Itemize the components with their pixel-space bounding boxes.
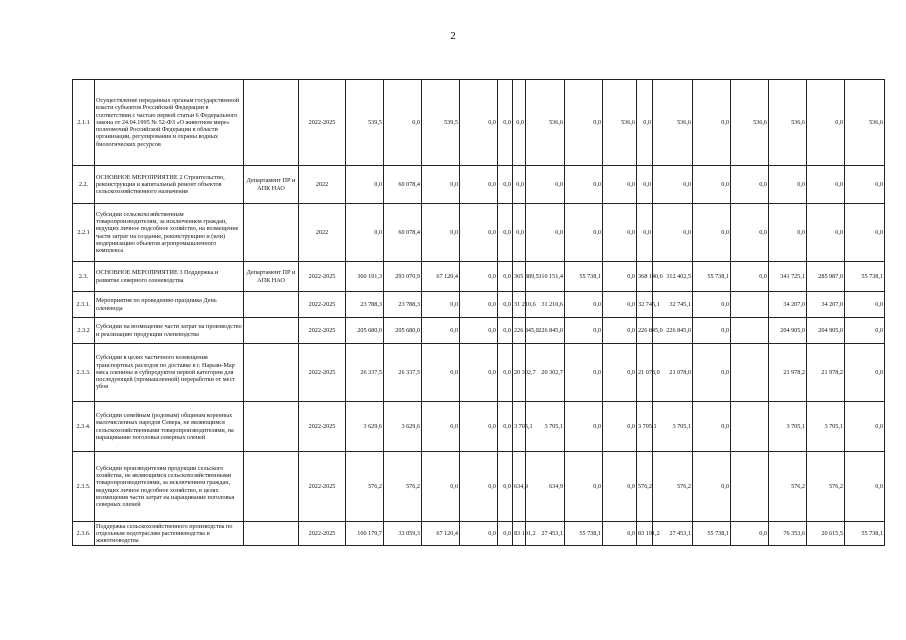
- value-cell: 226 845,0: [653, 318, 693, 344]
- value-cell: 0,0: [603, 318, 637, 344]
- value-cell: 3 705,1: [526, 402, 565, 452]
- value-cell: 31 210,6: [526, 292, 565, 318]
- row-name: Субсидии на возмещение части затрат на производство и реализацию продукции оленеводства: [95, 318, 244, 344]
- value-cell: 0,0: [498, 452, 513, 522]
- value-cell: 55 738,1: [693, 522, 731, 546]
- value-cell: 536,6: [653, 80, 693, 166]
- value-cell: 204 905,0: [769, 318, 807, 344]
- value-cell: 0,0: [460, 452, 498, 522]
- row-responsible: [244, 292, 299, 318]
- row-name: Субсидии в целях частичного возмещения транспортных расходов по доставке в г. Нарьян-Мар мяса оленины и субпродуктов первой категории для последующей (промышленной) переработки от мест убоя: [95, 344, 244, 402]
- row-name: Поддержка сельскохозяйственного производства по отдельным подотраслям растениеводства и животноводства: [95, 522, 244, 546]
- value-cell: 55 738,1: [845, 262, 885, 292]
- value-cell: 0,0: [422, 204, 460, 262]
- value-cell: [731, 344, 769, 402]
- value-cell: 634,9: [513, 452, 526, 522]
- value-cell: 55 738,1: [693, 262, 731, 292]
- value-cell: 536,6: [769, 80, 807, 166]
- value-cell: 0,0: [845, 292, 885, 318]
- value-cell: 0,0: [460, 318, 498, 344]
- value-cell: 0,0: [513, 204, 526, 262]
- value-cell: 55 738,1: [845, 522, 885, 546]
- value-cell: 21 978,2: [807, 344, 845, 402]
- value-cell: 0,0: [422, 402, 460, 452]
- value-cell: 0,0: [565, 166, 603, 204]
- value-cell: 226 845,0: [526, 318, 565, 344]
- value-cell: 0,0: [460, 80, 498, 166]
- row-name: Осуществление переданных органам государственной власти субъектов Российской Федерации в соответствии с частью первой статьи 6 Федерального закона от 24.04.1995 № 52-ФЗ «О животном мире» полномочий Российской Федерации в области организации, регулирования и охраны водных биологических ресурсов: [95, 80, 244, 166]
- row-code: 2.3.5.: [73, 452, 95, 522]
- value-cell: 55 738,1: [565, 262, 603, 292]
- value-cell: 0,0: [693, 344, 731, 402]
- value-cell: 0,0: [731, 166, 769, 204]
- value-cell: 83 191,2: [637, 522, 653, 546]
- table-row: [73, 522, 885, 546]
- value-cell: 3 705,1: [807, 402, 845, 452]
- value-cell: 536,6: [603, 80, 637, 166]
- value-cell: 0,0: [603, 166, 637, 204]
- value-cell: [731, 318, 769, 344]
- value-cell: 365 889,5: [513, 262, 526, 292]
- value-cell: 0,0: [845, 318, 885, 344]
- value-cell: 0,0: [460, 522, 498, 546]
- value-cell: 0,0: [807, 204, 845, 262]
- value-cell: 33 059,3: [384, 522, 422, 546]
- table-row: [73, 166, 885, 204]
- row-responsible: Департамент ПР и АПК НАО: [244, 166, 299, 204]
- value-cell: 0,0: [498, 318, 513, 344]
- row-name: Субсидии семейным (родовым) общинам коренных малочисленных народов Севера, не являющимся сельскохозяйственными товаропроизводителями, на наращивание поголовья северных оленей: [95, 402, 244, 452]
- value-cell: 0,0: [460, 402, 498, 452]
- value-cell: 0,0: [346, 166, 384, 204]
- value-cell: 205 680,0: [346, 318, 384, 344]
- value-cell: 205 680,0: [384, 318, 422, 344]
- value-cell: 576,2: [637, 452, 653, 522]
- row-period: 2022-2025: [299, 318, 346, 344]
- value-cell: 0,0: [513, 80, 526, 166]
- value-cell: 312 402,5: [653, 262, 693, 292]
- value-cell: 0,0: [498, 166, 513, 204]
- value-cell: 0,0: [693, 80, 731, 166]
- value-cell: 67 120,4: [422, 262, 460, 292]
- table-row: [73, 344, 885, 402]
- table-row: [73, 318, 885, 344]
- value-cell: 60 078,4: [384, 166, 422, 204]
- value-cell: 0,0: [526, 204, 565, 262]
- value-cell: 310 151,4: [526, 262, 565, 292]
- row-code: 2.3.4.: [73, 402, 95, 452]
- value-cell: 55 738,1: [565, 522, 603, 546]
- value-cell: 0,0: [565, 318, 603, 344]
- row-code: 2.1.1: [73, 80, 95, 166]
- value-cell: 3 705,1: [637, 402, 653, 452]
- value-cell: 0,0: [653, 204, 693, 262]
- value-cell: 576,2: [384, 452, 422, 522]
- value-cell: 0,0: [526, 166, 565, 204]
- value-cell: 3 705,1: [769, 402, 807, 452]
- value-cell: 3 629,6: [384, 402, 422, 452]
- value-cell: 0,0: [769, 204, 807, 262]
- value-cell: 0,0: [498, 262, 513, 292]
- value-cell: 0,0: [731, 522, 769, 546]
- value-cell: 341 725,1: [769, 262, 807, 292]
- value-cell: 226 845,0: [637, 318, 653, 344]
- value-cell: 100 179,7: [346, 522, 384, 546]
- value-cell: 32 745,1: [653, 292, 693, 318]
- value-cell: 0,0: [693, 452, 731, 522]
- value-cell: 293 070,9: [384, 262, 422, 292]
- table-row: [73, 452, 885, 522]
- row-code: 2.3.: [73, 262, 95, 292]
- value-cell: 0,0: [603, 402, 637, 452]
- row-code: 2.2.: [73, 166, 95, 204]
- value-cell: 576,2: [346, 452, 384, 522]
- value-cell: 3 705,1: [513, 402, 526, 452]
- value-cell: 536,6: [845, 80, 885, 166]
- value-cell: 0,0: [422, 292, 460, 318]
- value-cell: 0,0: [422, 318, 460, 344]
- value-cell: [731, 452, 769, 522]
- value-cell: 76 353,6: [769, 522, 807, 546]
- value-cell: 0,0: [498, 522, 513, 546]
- value-cell: 0,0: [845, 402, 885, 452]
- row-name: ОСНОВНОЕ МЕРОПРИЯТИЕ 3 Поддержка и развитие северного оленеводства: [95, 262, 244, 292]
- value-cell: 0,0: [460, 166, 498, 204]
- value-cell: 27 453,1: [526, 522, 565, 546]
- value-cell: 0,0: [603, 262, 637, 292]
- value-cell: 0,0: [637, 166, 653, 204]
- row-code: 2.3.3.: [73, 344, 95, 402]
- row-responsible: [244, 318, 299, 344]
- value-cell: 26 337,5: [384, 344, 422, 402]
- value-cell: 285 987,0: [807, 262, 845, 292]
- row-name: ОСНОВНОЕ МЕРОПРИЯТИЕ 2 Строительство, реконструкция и капитальный ремонт объектов сельскохозяйственного назначения: [95, 166, 244, 204]
- value-cell: [731, 292, 769, 318]
- value-cell: 27 453,1: [653, 522, 693, 546]
- row-code: 2.3.2: [73, 318, 95, 344]
- value-cell: 0,0: [769, 166, 807, 204]
- value-cell: 0,0: [565, 452, 603, 522]
- row-period: 2022-2025: [299, 262, 346, 292]
- row-name: Субсидии производителям продукции сельского хозяйства, не являющимся сельскохозяйственными товаропроизводителями, за исключением граждан, ведущих личное подсобное хозяйство, в целях возмещения части затрат на наращивание поголовья северных оленей: [95, 452, 244, 522]
- value-cell: 0,0: [422, 166, 460, 204]
- value-cell: 0,0: [693, 166, 731, 204]
- value-cell: 23 788,3: [384, 292, 422, 318]
- value-cell: 0,0: [653, 166, 693, 204]
- table-row: [73, 262, 885, 292]
- row-period: 2022-2025: [299, 402, 346, 452]
- value-cell: 204 905,0: [807, 318, 845, 344]
- value-cell: 67 120,4: [422, 522, 460, 546]
- value-cell: 20 615,5: [807, 522, 845, 546]
- row-period: 2022-2025: [299, 292, 346, 318]
- table-row: [73, 402, 885, 452]
- value-cell: 634,9: [526, 452, 565, 522]
- row-period: 2022: [299, 204, 346, 262]
- value-cell: 576,2: [807, 452, 845, 522]
- value-cell: 0,0: [845, 166, 885, 204]
- value-cell: 34 207,0: [807, 292, 845, 318]
- value-cell: 0,0: [603, 292, 637, 318]
- value-cell: 0,0: [384, 80, 422, 166]
- row-responsible: [244, 204, 299, 262]
- value-cell: 0,0: [693, 292, 731, 318]
- row-responsible: [244, 402, 299, 452]
- value-cell: 0,0: [460, 292, 498, 318]
- value-cell: 0,0: [460, 344, 498, 402]
- value-cell: 576,2: [653, 452, 693, 522]
- value-cell: 0,0: [693, 402, 731, 452]
- value-cell: 3 705,1: [653, 402, 693, 452]
- row-period: 2022: [299, 166, 346, 204]
- row-responsible: [244, 344, 299, 402]
- value-cell: 0,0: [565, 344, 603, 402]
- value-cell: 20 302,7: [526, 344, 565, 402]
- row-period: 2022-2025: [299, 452, 346, 522]
- value-cell: 0,0: [807, 80, 845, 166]
- value-cell: 21 078,0: [637, 344, 653, 402]
- value-cell: 539,5: [346, 80, 384, 166]
- value-cell: 0,0: [693, 204, 731, 262]
- row-responsible: Департамент ПР и АПК НАО: [244, 262, 299, 292]
- value-cell: 0,0: [637, 80, 653, 166]
- value-cell: 0,0: [731, 262, 769, 292]
- value-cell: 60 078,4: [384, 204, 422, 262]
- value-cell: 0,0: [693, 318, 731, 344]
- value-cell: 0,0: [637, 204, 653, 262]
- value-cell: 0,0: [513, 166, 526, 204]
- value-cell: 536,6: [526, 80, 565, 166]
- value-cell: 0,0: [845, 204, 885, 262]
- table-row: [73, 292, 885, 318]
- value-cell: 0,0: [422, 452, 460, 522]
- value-cell: 31 210,6: [513, 292, 526, 318]
- value-cell: 539,5: [422, 80, 460, 166]
- value-cell: 21 078,0: [653, 344, 693, 402]
- row-responsible: [244, 522, 299, 546]
- page-number: 2: [450, 30, 456, 42]
- value-cell: 226 845,0: [513, 318, 526, 344]
- value-cell: 0,0: [498, 402, 513, 452]
- value-cell: 0,0: [460, 262, 498, 292]
- row-code: 2.2.1: [73, 204, 95, 262]
- row-period: 2022-2025: [299, 80, 346, 166]
- value-cell: 0,0: [498, 80, 513, 166]
- value-cell: 0,0: [845, 344, 885, 402]
- value-cell: 0,0: [603, 344, 637, 402]
- value-cell: 0,0: [731, 204, 769, 262]
- value-cell: 0,0: [498, 292, 513, 318]
- value-cell: 0,0: [565, 80, 603, 166]
- value-cell: [731, 402, 769, 452]
- value-cell: 0,0: [807, 166, 845, 204]
- value-cell: 20 302,7: [513, 344, 526, 402]
- value-cell: 0,0: [422, 344, 460, 402]
- row-code: 2.3.1.: [73, 292, 95, 318]
- value-cell: 26 337,5: [346, 344, 384, 402]
- value-cell: 0,0: [498, 344, 513, 402]
- value-cell: 536,6: [731, 80, 769, 166]
- row-code: 2.3.6.: [73, 522, 95, 546]
- table-row: [73, 204, 885, 262]
- value-cell: 0,0: [565, 204, 603, 262]
- value-cell: 21 978,2: [769, 344, 807, 402]
- value-cell: 0,0: [565, 292, 603, 318]
- budget-table: [72, 79, 885, 546]
- value-cell: 0,0: [565, 402, 603, 452]
- value-cell: 368 140,6: [637, 262, 653, 292]
- row-period: 2022-2025: [299, 522, 346, 546]
- value-cell: 576,2: [769, 452, 807, 522]
- value-cell: 0,0: [460, 204, 498, 262]
- value-cell: 23 788,3: [346, 292, 384, 318]
- table-row: [73, 80, 885, 166]
- value-cell: 0,0: [845, 452, 885, 522]
- value-cell: 0,0: [498, 204, 513, 262]
- value-cell: 3 629,6: [346, 402, 384, 452]
- row-name: Мероприятия по проведению праздника День оленевода: [95, 292, 244, 318]
- value-cell: 34 207,0: [769, 292, 807, 318]
- value-cell: 83 191,2: [513, 522, 526, 546]
- row-responsible: [244, 452, 299, 522]
- value-cell: 32 745,1: [637, 292, 653, 318]
- value-cell: 360 191,3: [346, 262, 384, 292]
- row-name: Субсидии сельскохозяйственным товаропроизводителям, за исключением граждан, ведущих личное подсобное хозяйство, на возмещение части затрат на создание, реконструкцию и (или) модернизацию объектов агропромышленного комплекса: [95, 204, 244, 262]
- value-cell: 0,0: [603, 204, 637, 262]
- value-cell: 0,0: [603, 522, 637, 546]
- row-period: 2022-2025: [299, 344, 346, 402]
- value-cell: 0,0: [346, 204, 384, 262]
- value-cell: 0,0: [603, 452, 637, 522]
- row-responsible: [244, 80, 299, 166]
